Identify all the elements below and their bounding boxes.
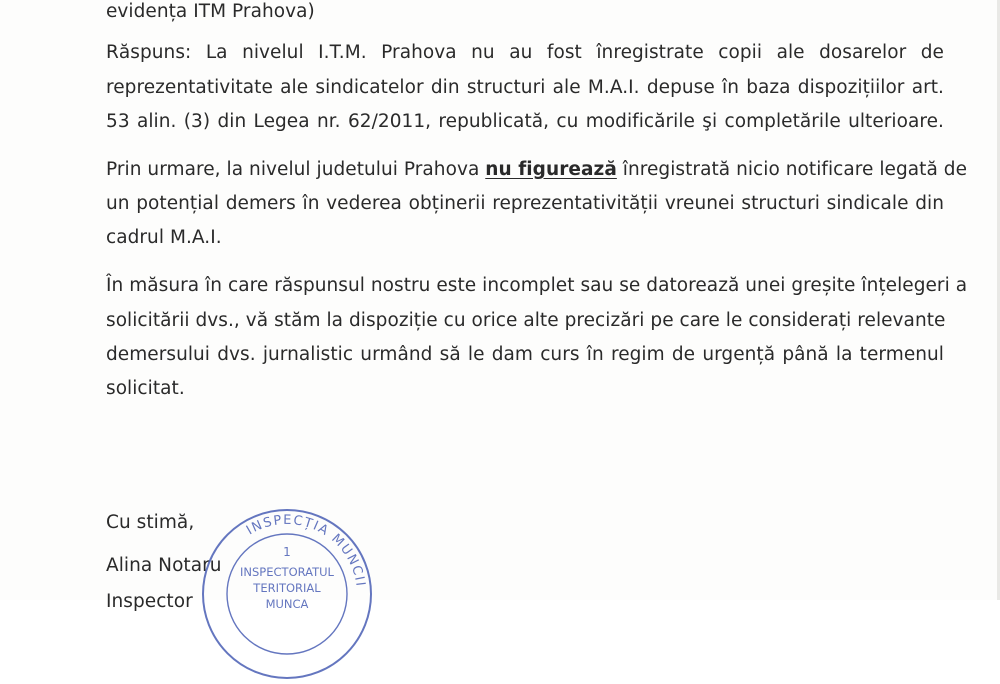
closing-line xyxy=(106,512,194,534)
svg-text:INSPECȚIA MUNCII: INSPECȚIA MUNCII xyxy=(243,512,368,589)
text-segment: Prin urmare, la nivelul judetului Prahova xyxy=(106,159,486,180)
text-segment: demersului dvs. jurnalistic urmând să le dam curs în regim de urgență până la termenul xyxy=(106,344,944,365)
text-line-10 xyxy=(106,344,944,366)
svg-text:INSPECTORATUL: INSPECTORATUL xyxy=(240,565,334,579)
text-segment: Alina Notaru xyxy=(106,555,222,576)
text-line-2 xyxy=(106,42,944,64)
text-line-7 xyxy=(106,227,222,249)
text-segment: evidența ITM Prahova) xyxy=(106,1,315,22)
text-line-11 xyxy=(106,378,185,400)
text-segment: cadrul M.A.I. xyxy=(106,227,222,248)
text-line-6 xyxy=(106,193,944,215)
text-segment: În măsura în care răspunsul nostru este incomplet sau se datorează unei greșite înțelegeri a xyxy=(106,275,968,296)
text-segment: Cu stimă, xyxy=(106,512,195,533)
svg-text:TERITORIAL: TERITORIAL xyxy=(253,581,321,595)
svg-text:1: 1 xyxy=(283,545,291,559)
official-stamp xyxy=(197,504,377,684)
text-line-1 xyxy=(106,1,315,23)
text-line-4 xyxy=(106,111,944,133)
text-segment: un potențial demers în vederea obținerii reprezentativității vreunei structuri sindicale din xyxy=(106,193,944,214)
text-segment: înregistrată nicio notificare legată de xyxy=(616,159,968,180)
text-line-9 xyxy=(106,310,944,332)
text-line-5 xyxy=(106,159,968,181)
svg-text:MUNCA: MUNCA xyxy=(265,597,309,611)
text-segment: Răspuns: La nivelul I.T.M. Prahova nu au fost înregistrate copii ale dosarelor de xyxy=(106,42,944,63)
emphasis-text: nu figurează xyxy=(485,159,617,180)
text-segment: reprezentativitate ale sindicatelor din structuri ale M.A.I. depuse în baza dispozițiilor art. xyxy=(106,77,944,98)
text-line-3 xyxy=(106,77,944,99)
text-segment: Inspector xyxy=(106,591,193,612)
text-segment: solicitării dvs., vă stăm la dispoziție cu orice alte precizări pe care le considerați relevante xyxy=(106,310,946,331)
signatory-title xyxy=(106,591,193,613)
text-line-8 xyxy=(106,275,968,297)
text-segment: solicitat. xyxy=(106,378,185,399)
text-segment: 53 alin. (3) din Legea nr. 62/2011, republicată, cu modificările şi completările ulterioare. xyxy=(106,111,944,132)
